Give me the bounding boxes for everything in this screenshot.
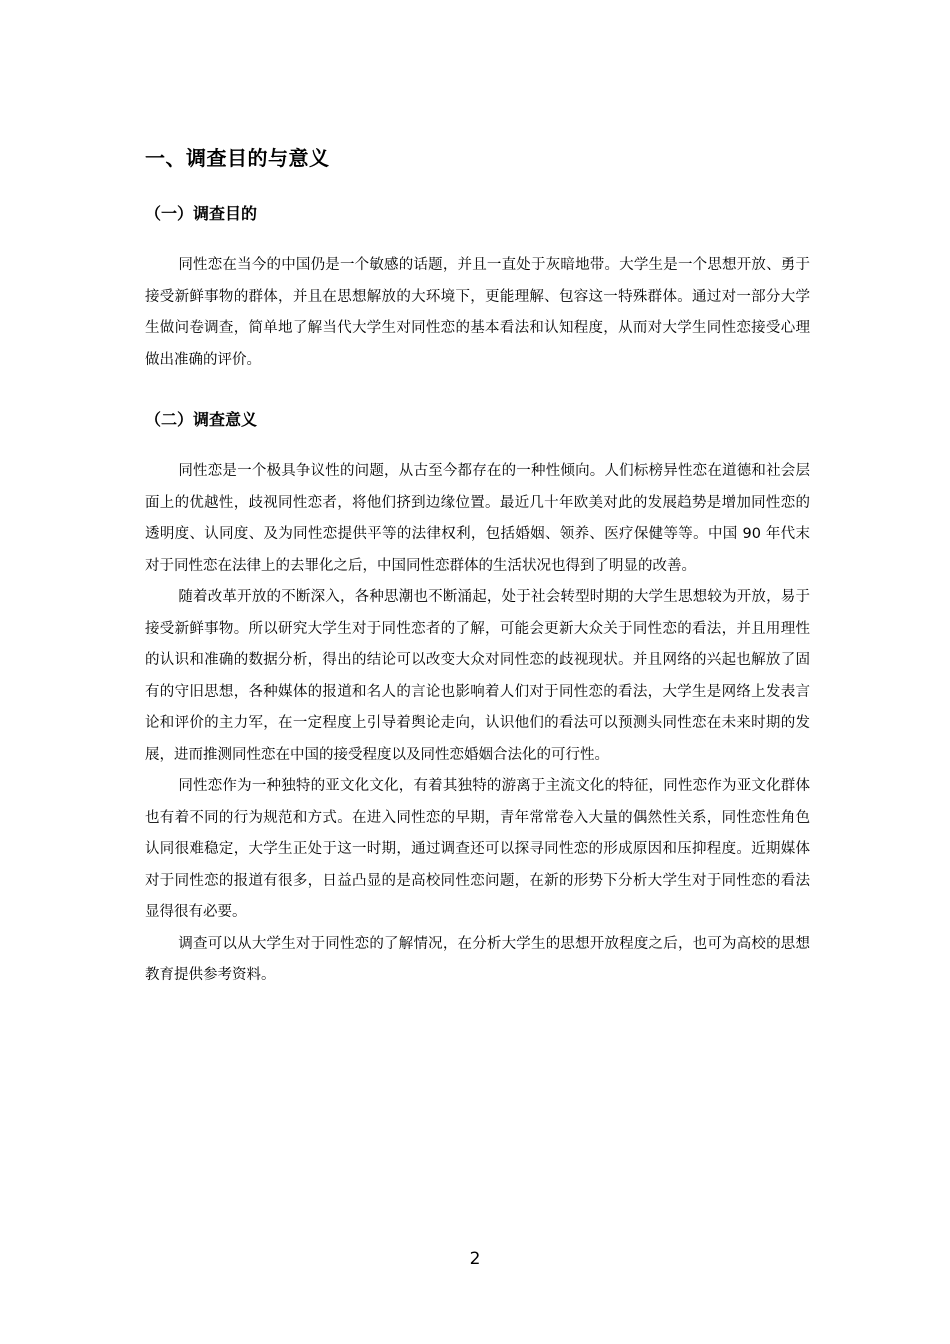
section-heading: 一、调查目的与意义 <box>145 146 330 170</box>
paragraph: 同性恋作为一种独特的亚文化文化，有着其独特的游离于主流文化的特征，同性恋作为亚文化群体也有着不同的行为规范和方式。在进入同性恋的早期，青年常常卷入大量的偶然性关系，同性恋性角色认同很难稳定，大学生正处于这一时期，通过调查还可以探寻同性恋的形成原因和压抑程度。近期媒体对于同性恋的报道有很多，日益凸显的是高校同性恋问题，在新的形势下分析大学生对于同性恋的看法显得很有必要。 <box>145 778 810 920</box>
paragraph: 随着改革开放的不断深入，各种思潮也不断涌起，处于社会转型时期的大学生思想较为开放，易于接受新鲜事物。所以研究大学生对于同性恋者的了解，可能会更新大众关于同性恋的看法，并且用理性的认识和准确的数据分析，得出的结论可以改变大众对同性恋的歧视现状。并且网络的兴起也解放了固有的守旧思想，各种媒体的报道和名人的言论也影响着人们对于同性恋的看法，大学生是网络上发表言论和评价的主力军，在一定程度上引导着舆论走向，认识他们的看法可以预测头同性恋在未来时期的发展，进而推测同性恋在中国的接受程度以及同性恋婚姻合法化的可行性。 <box>145 589 810 763</box>
page-number: 2 <box>469 1249 481 1269</box>
subsection-significance <box>145 406 810 992</box>
subsection-title-purpose: （一）调查目的 <box>145 204 258 223</box>
paragraph: 同性恋在当今的中国仍是一个敏感的话题，并且一直处于灰暗地带。大学生是一个思想开放、勇于接受新鲜事物的群体，并且在思想解放的大环境下，更能理解、包容这一特殊群体。通过对一部分大学生做问卷调查，简单地了解当代大学生对同性恋的基本看法和认知程度，从而对大学生同性恋接受心理做出准确的评价。 <box>145 257 810 368</box>
section-spacer <box>145 376 810 406</box>
document-body <box>145 142 810 992</box>
paragraph: 调查可以从大学生对于同性恋的了解情况，在分析大学生的思想开放程度之后，也可为高校的思想教育提供参考资料。 <box>145 935 810 983</box>
paragraph: 同性恋是一个极具争议性的问题，从古至今都存在的一种性倾向。人们标榜异性恋在道德和社会层面上的优越性，歧视同性恋者，将他们挤到边缘位置。最近几十年欧美对此的发展趋势是增加同性恋的透明度、认同度、及为同性恋提供平等的法律权利，包括婚姻、领养、医疗保健等等。中国 90 年代末对于同性恋在法律上的去罪化之后，中国同性恋群体的生活状况也得到了明显的改善。 <box>145 463 810 574</box>
subsection-purpose <box>145 200 810 376</box>
subsection-title-significance: （二）调查意义 <box>145 410 258 429</box>
